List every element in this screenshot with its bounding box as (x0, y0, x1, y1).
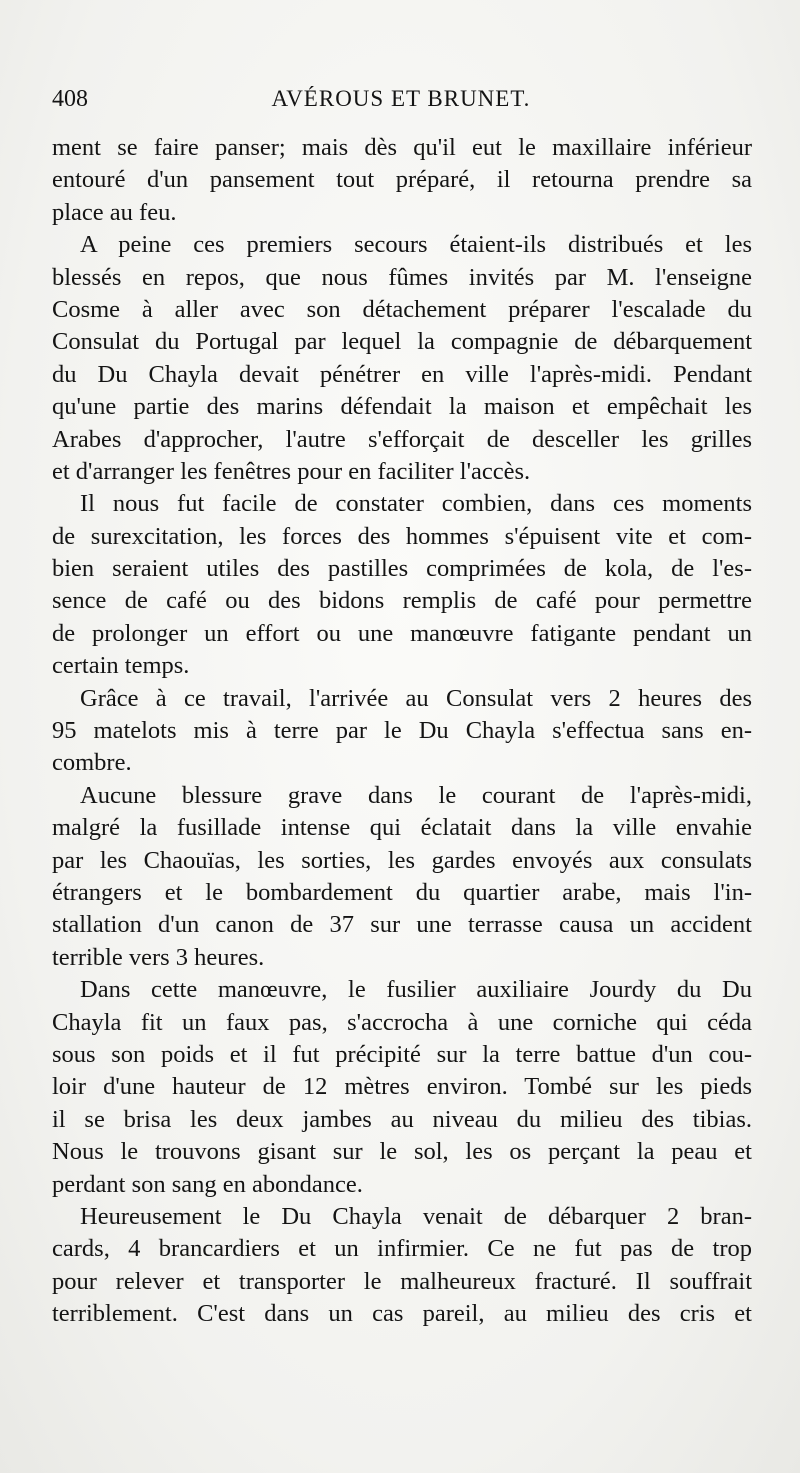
text-line: du Du Chayla devait pénétrer en ville l'après-midi. Pendant (52, 360, 752, 388)
text-line: stallation d'un canon de 37 sur une terrasse causa un accident (52, 911, 752, 939)
text-line: perdant son sang en abondance. (52, 1170, 363, 1198)
text-line: terriblement. C'est dans un cas pareil, au milieu des cris et (52, 1300, 752, 1328)
text-line: 95 matelots mis à terre par le Du Chayla s'effectua sans en- (52, 717, 752, 745)
body-text (52, 132, 752, 1330)
text-line: certain temps. (52, 652, 190, 680)
text-line: Cosme à aller avec son détachement préparer l'escalade du (52, 295, 752, 323)
text-line: Nous le trouvons gisant sur le sol, les os perçant la peau et (52, 1138, 752, 1166)
text-line: qu'une partie des marins défendait la maison et empêchait les (52, 393, 752, 421)
text-line: par les Chaouïas, les sorties, les gardes envoyés aux consulats (52, 846, 752, 874)
text-line: Heureusement le Du Chayla venait de débarquer 2 bran- (80, 1202, 752, 1230)
text-line: A peine ces premiers secours étaient-ils distribués et les (80, 231, 752, 259)
page-number: 408 (52, 86, 88, 112)
text-line: ment se faire panser; mais dès qu'il eut le maxillaire inférieur (52, 134, 752, 161)
text-line: blessés en repos, que nous fûmes invités par M. l'enseigne (52, 263, 752, 291)
text-line: de prolonger un effort ou une manœuvre fatigante pendant un (52, 619, 752, 647)
text-line: il se brisa les deux jambes au niveau du milieu des tibias. (52, 1105, 752, 1133)
running-head: AVÉROUS ET BRUNET. (271, 86, 531, 111)
text-line: Consulat du Portugal par lequel la compagnie de débarquement (52, 328, 752, 356)
text-line: et d'arranger les fenêtres pour en faciliter l'accès. (52, 457, 531, 485)
text-line: cards, 4 brancardiers et un infirmier. Ce ne fut pas de trop (52, 1235, 752, 1263)
text-line: sous son poids et il fut précipité sur la terre battue d'un cou- (52, 1040, 752, 1068)
text-line: Grâce à ce travail, l'arrivée au Consulat vers 2 heures des (80, 684, 752, 712)
text-line: pour relever et transporter le malheureux fracturé. Il souffrait (52, 1267, 752, 1295)
text-line: Il nous fut facile de constater combien, dans ces moments (80, 490, 752, 518)
text-line: entouré d'un pansement tout préparé, il retourna prendre sa (52, 166, 752, 194)
text-line: place au feu. (52, 198, 177, 226)
text-line: sence de café ou des bidons remplis de café pour permettre (52, 587, 752, 615)
text-line: malgré la fusillade intense qui éclatait dans la ville envahie (52, 814, 752, 842)
text-line: étrangers et le bombardement du quartier arabe, mais l'in- (52, 878, 752, 906)
text-line: terrible vers 3 heures. (52, 943, 265, 971)
text-line: Aucune blessure grave dans le courant de l'après-midi, (80, 781, 752, 809)
text-line: combre. (52, 749, 132, 777)
text-line: loir d'une hauteur de 12 mètres environ. Tombé sur les pieds (52, 1073, 752, 1101)
text-line: Arabes d'approcher, l'autre s'efforçait de desceller les grilles (52, 425, 752, 453)
text-line: bien seraient utiles des pastilles comprimées de kola, de l'es- (52, 555, 752, 583)
text-line: Dans cette manœuvre, le fusilier auxiliaire Jourdy du Du (80, 976, 752, 1004)
page-header (52, 86, 750, 120)
text-line: Chayla fit un faux pas, s'accrocha à une corniche qui céda (52, 1008, 752, 1036)
text-line: de surexcitation, les forces des hommes s'épuisent vite et com- (52, 522, 752, 550)
